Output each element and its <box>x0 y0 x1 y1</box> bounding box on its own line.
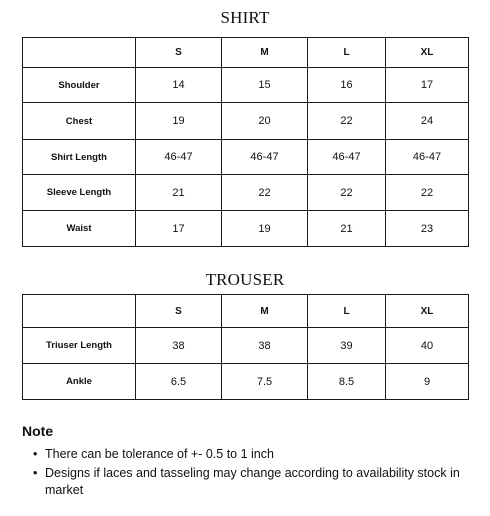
trouser-title: TROUSER <box>205 270 285 289</box>
header-cell-s: S <box>136 295 222 328</box>
table-cell: 19 <box>222 211 308 247</box>
row-label: Shoulder <box>23 68 136 103</box>
row-label: Waist <box>23 211 136 247</box>
trouser-size-table <box>22 294 469 400</box>
header-cell-l: L <box>308 295 386 328</box>
table-cell: 8.5 <box>308 364 386 400</box>
table-cell: 16 <box>308 68 386 103</box>
header-cell-s: S <box>136 38 222 68</box>
note-heading: Note <box>22 423 54 439</box>
header-cell-m: M <box>222 38 308 68</box>
table-cell: 21 <box>308 211 386 247</box>
shirt-size-table <box>22 37 469 247</box>
table-cell: 19 <box>136 103 222 140</box>
table-cell: 22 <box>308 103 386 140</box>
row-label: Triuser Length <box>23 328 136 364</box>
table-row-sleeve-length <box>23 175 469 211</box>
list-item <box>33 446 483 463</box>
header-cell-l: L <box>308 38 386 68</box>
table-cell: 20 <box>222 103 308 140</box>
table-cell: 38 <box>222 328 308 364</box>
table-cell: 40 <box>386 328 469 364</box>
table-cell: 17 <box>386 68 469 103</box>
table-cell: 46-47 <box>136 140 222 175</box>
table-row-trouser-length <box>23 328 469 364</box>
table-row-shoulder <box>23 68 469 103</box>
table-row-waist <box>23 211 469 247</box>
table-cell: 39 <box>308 328 386 364</box>
list-item <box>33 465 483 499</box>
note-text: There can be tolerance of +- 0.5 to 1 inch <box>45 447 274 461</box>
row-label: Shirt Length <box>23 140 136 175</box>
table-cell: 14 <box>136 68 222 103</box>
table-row-shirt-length <box>23 140 469 175</box>
header-cell-xl: XL <box>386 295 469 328</box>
row-label: Ankle <box>23 364 136 400</box>
table-cell: 46-47 <box>222 140 308 175</box>
table-cell: 24 <box>386 103 469 140</box>
table-cell: 22 <box>308 175 386 211</box>
table-cell: 6.5 <box>136 364 222 400</box>
table-header-row <box>23 38 469 68</box>
table-cell: 38 <box>136 328 222 364</box>
table-cell: 46-47 <box>386 140 469 175</box>
table-cell: 9 <box>386 364 469 400</box>
row-label: Chest <box>23 103 136 140</box>
table-row-ankle <box>23 364 469 400</box>
bullet-icon: • <box>33 466 38 480</box>
row-label: Sleeve Length <box>23 175 136 211</box>
shirt-title: SHIRT <box>220 8 270 27</box>
header-cell-empty <box>23 38 136 68</box>
header-cell-m: M <box>222 295 308 328</box>
table-row-chest <box>23 103 469 140</box>
table-cell: 17 <box>136 211 222 247</box>
header-cell-empty <box>23 295 136 328</box>
note-list <box>33 446 483 501</box>
table-cell: 7.5 <box>222 364 308 400</box>
header-cell-xl: XL <box>386 38 469 68</box>
note-text: Designs if laces and tasseling may change according to availability stock in market <box>45 466 460 497</box>
table-cell: 22 <box>386 175 469 211</box>
table-cell: 46-47 <box>308 140 386 175</box>
table-cell: 15 <box>222 68 308 103</box>
table-header-row <box>23 295 469 328</box>
bullet-icon: • <box>33 447 38 461</box>
table-cell: 21 <box>136 175 222 211</box>
table-cell: 22 <box>222 175 308 211</box>
table-cell: 23 <box>386 211 469 247</box>
